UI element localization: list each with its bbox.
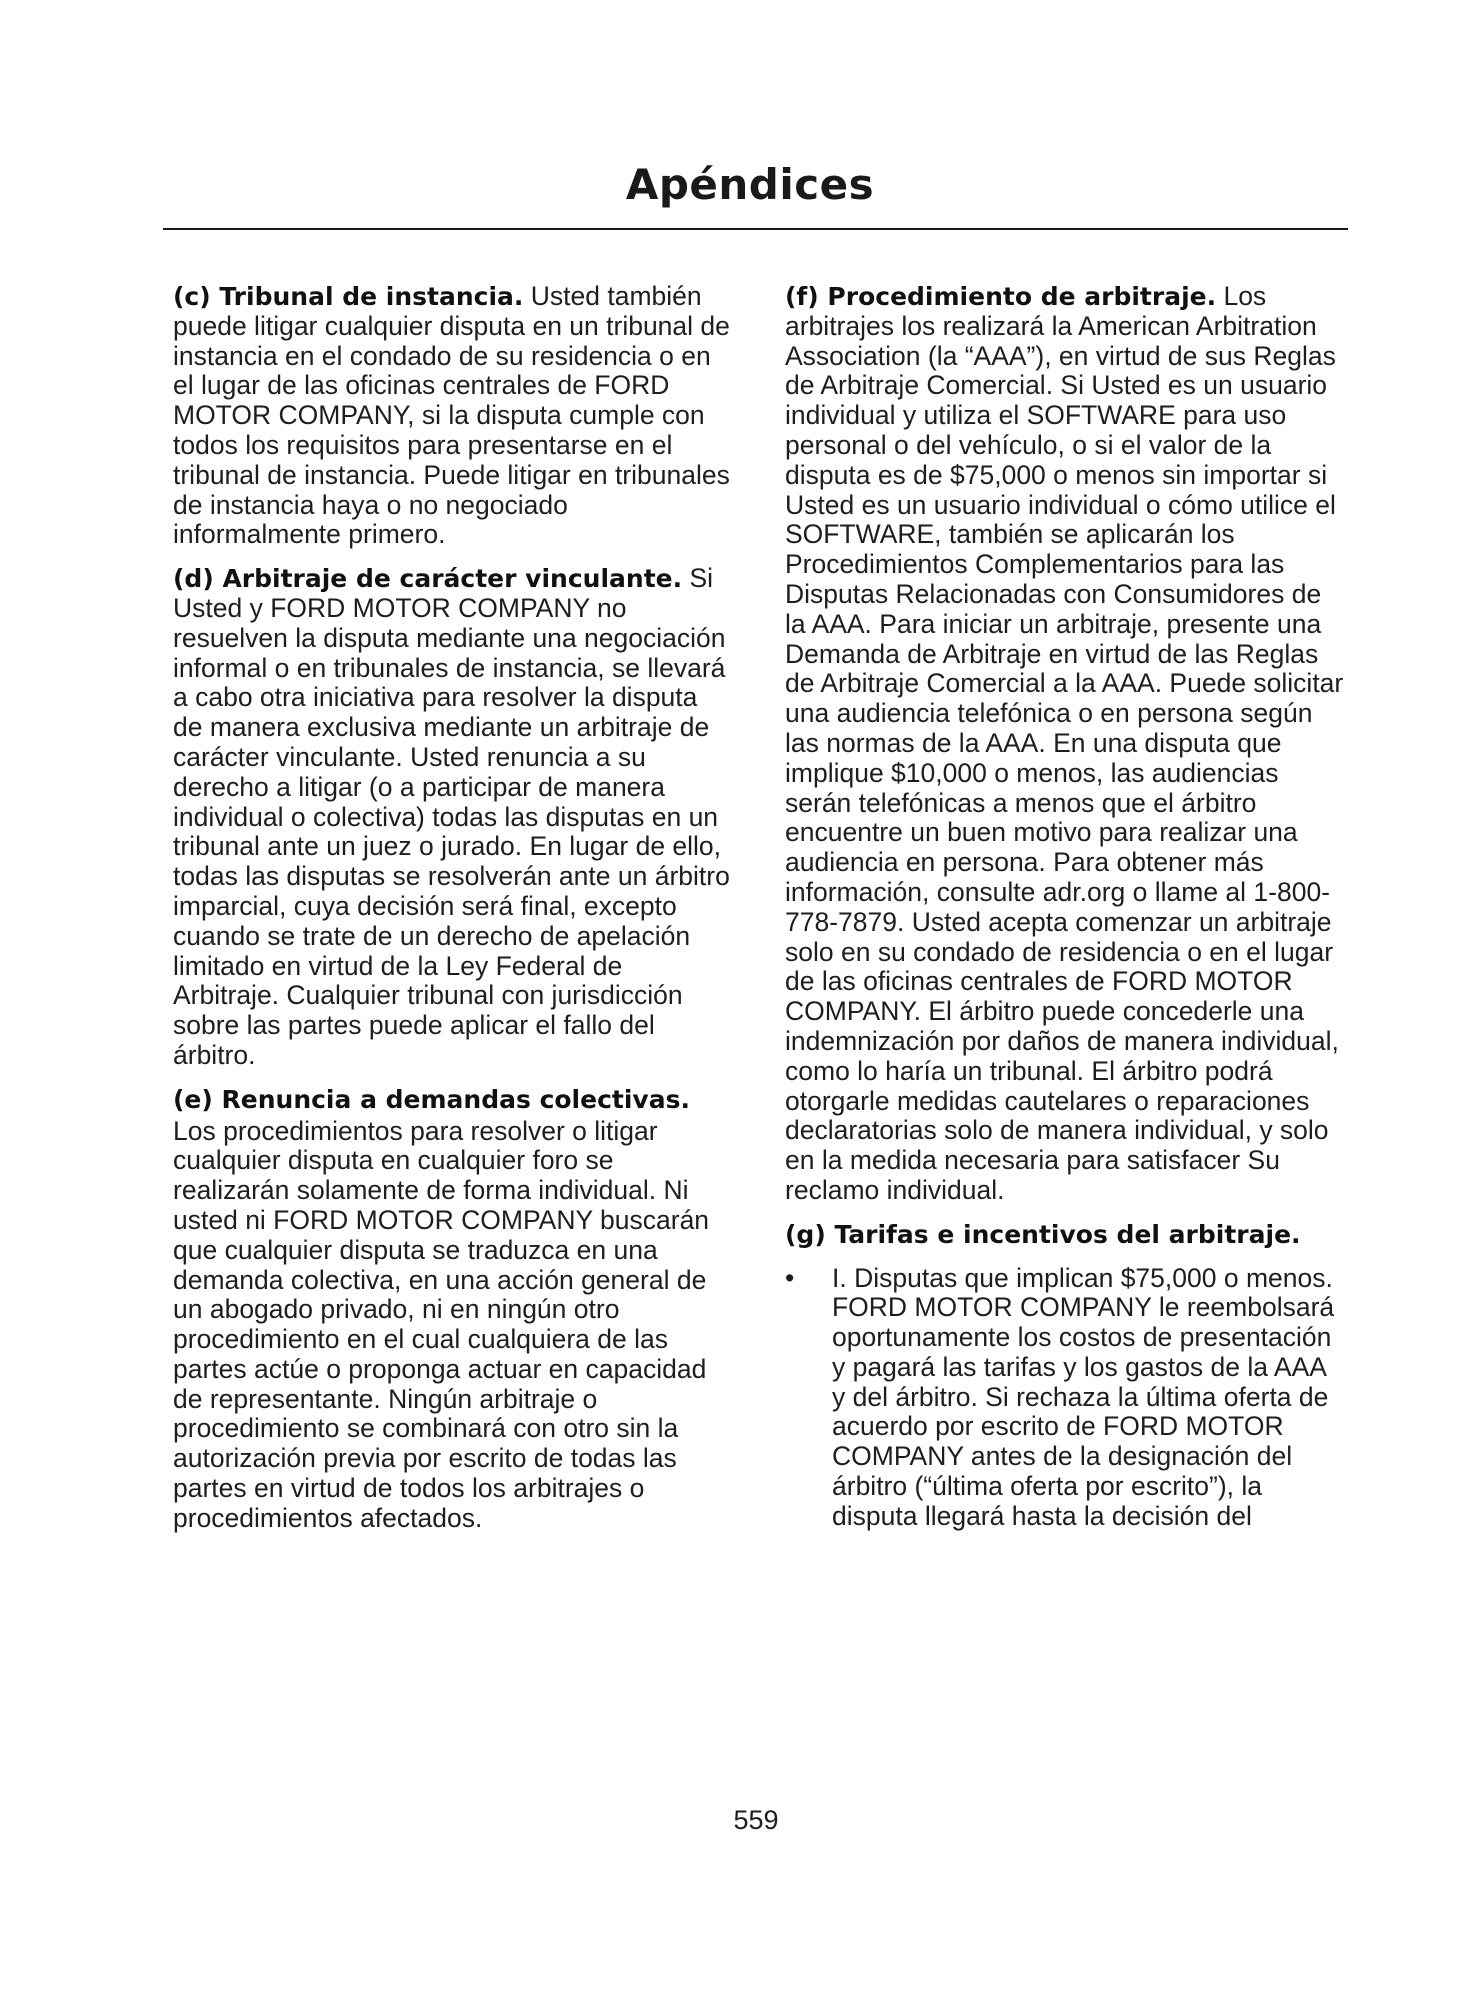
section-e-text: Los procedimientos para resolver o litigar cualquier disputa en cualquier foro se realizarán solamente de forma individual. Ni usted ni FORD MOTOR COMPANY buscarán que cualquier disputa se traduzca en una demanda colectiva, en una acción general de un abogado privado, ni en ningún otro procedimiento en el cual cualquiera de las partes actúe o proponga actuar en capacidad de representante. Ningún arbitraje o procedimiento se combinará con otro sin la autorización previa por escrito de todas las partes en virtud de todos los arbitrajes o procedimientos afectados.	[173, 1115, 710, 1533]
section-c-heading: (c) Tribunal de instancia.	[173, 282, 524, 311]
header-divider	[163, 228, 1348, 230]
section-g-heading: (g) Tarifas e incentivos del arbitraje.	[785, 1219, 1301, 1249]
section-e-heading: (e) Renuncia a demandas colectivas.	[173, 1084, 690, 1114]
right-column	[785, 282, 1345, 1532]
section-f-text: Los arbitrajes los realizará la American Arbitration Association (la “AAA”), en virtud de sus Reglas de Arbitraje Comercial. Si Usted es un usuario individual y utiliza el SOFTWARE para uso personal o del vehículo, o si el valor de la disputa es de $75,000 o menos sin importar si Usted es un usuario individual o cómo utilice el SOFTWARE, también se aplicarán los Procedimientos Complementarios para las Disputas Relacionadas con Consumidores de la AAA. Para iniciar un arbitraje, presente una Demanda de Arbitraje en virtud de las Reglas de Arbitraje Comercial a la AAA. Puede solicitar una audiencia telefónica o en persona según las normas de la AAA. En una disputa que implique $10,000 o menos, las audiencias serán telefónicas a menos que el árbitro encuentre un buen motivo para realizar una audiencia en persona. Para obtener más información, consulte adr.org o llame al 1-800-778-7879. Usted acepta comenzar un arbitraje solo en su condado de residencia o en el lugar de las oficinas centrales de FORD MOTOR COMPANY. El árbitro puede concederle una indemnización por daños de manera individual, como lo haría un tribunal. El árbitro podrá otorgarle medidas cautelares o reparaciones declaratorias solo de manera individual, y solo en la medida necesaria para satisfacer Su reclamo individual.	[785, 281, 1344, 1205]
section-f-heading: (f) Procedimiento de arbitraje.	[785, 282, 1217, 311]
section-g-bullet-item	[785, 1264, 1345, 1532]
section-d-text: Si Usted y FORD MOTOR COMPANY no resuelven la disputa mediante una negociación informal o en tribunales de instancia, se llevará a cabo otra iniciativa para resolver la disputa de manera exclusiva mediante un arbitraje de carácter vinculante. Usted renuncia a su derecho a litigar (o a participar de manera individual o colectiva) todas las disputas en un tribunal ante un juez o jurado. En lugar de ello, todas las disputas se resolverán ante un árbitro imparcial, cuya decisión será final, excepto cuando se trate de un derecho de apelación limitado en virtud de la Ley Federal de Arbitraje. Cualquier tribunal con jurisdicción sobre las partes puede aplicar el fallo del árbitro.	[173, 563, 730, 1070]
section-c	[173, 282, 733, 550]
bullet-icon: •	[785, 1262, 795, 1293]
section-d	[173, 564, 733, 1071]
section-g	[785, 1220, 1345, 1250]
page-number: 559	[733, 1805, 779, 1835]
page-title: Apéndices	[625, 160, 875, 209]
section-e	[173, 1085, 733, 1534]
left-column	[173, 282, 733, 1548]
section-d-heading: (d) Arbitraje de carácter vinculante.	[173, 564, 683, 594]
section-g-bullet-text: I. Disputas que implican $75,000 o menos. FORD MOTOR COMPANY le reembolsará oportunamente los costos de presentación y pagará las tarifas y los gastos de la AAA y del árbitro. Si rechaza la última oferta de acuerdo por escrito de FORD MOTOR COMPANY antes de la designación del árbitro (“última oferta por escrito”), la disputa llegará hasta la decisión del	[832, 1262, 1335, 1531]
section-c-text: Usted también puede litigar cualquier disputa en un tribunal de instancia en el condado de su residencia o en el lugar de las oficinas centrales de FORD MOTOR COMPANY, si la disputa cumple con todos los requisitos para presentarse en el tribunal de instancia. Puede litigar en tribunales de instancia haya o no negociado informalmente primero.	[173, 281, 730, 550]
section-f	[785, 282, 1345, 1206]
